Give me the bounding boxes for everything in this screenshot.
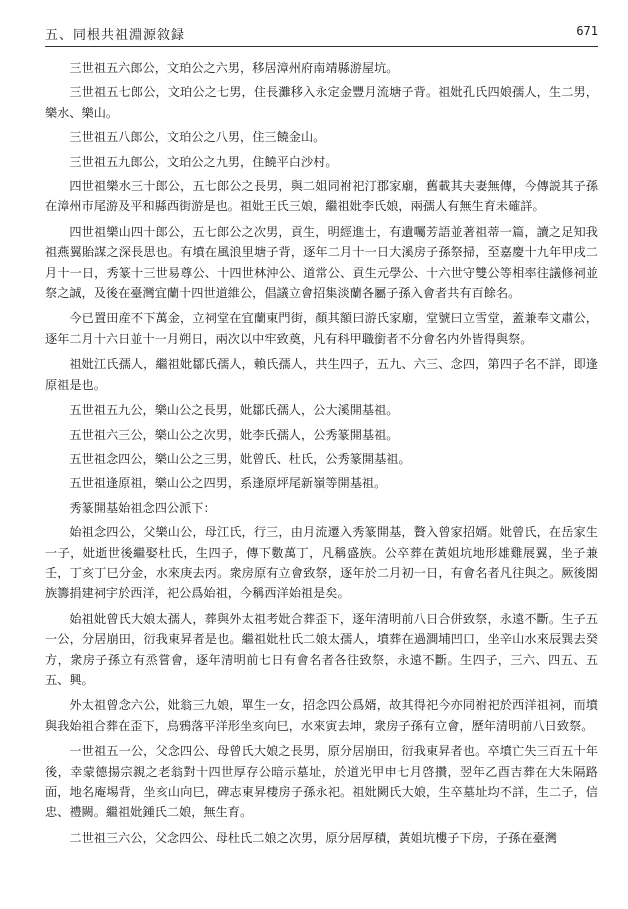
paragraph: 三世祖五六郎公，文珀公之六男，移居漳州府南靖縣游屋坑。	[69, 61, 399, 75]
paragraph: 二世祖三六公，父念四公、母杜氏二娘之次男，原分居厚積，黃姐坑樓子下房，子孫在臺灣	[69, 830, 557, 845]
paragraph: 外太祖曾念六公，妣翁三九娘，單生一女，招念四公爲婿，故其得祀今亦同祔祀於西洋祖祠，而墳與我始祖合葬在歪下，烏鴉落平洋形坐亥向巳，水來寅去坤，衆房子孫有立會，歷年清明前八日致祭。	[45, 698, 598, 733]
paragraph: 五世祖六三公，樂山公之次男，妣李氏孺人，公秀篆開基祖。	[69, 427, 399, 442]
page-number: 671	[576, 24, 598, 38]
paragraph: 三世祖五九郎公，文珀公之九男，住饒平白沙村。	[69, 154, 338, 169]
paragraph: 三世祖五八郎公，文珀公之八男，住三饒金山。	[69, 130, 326, 145]
paragraph: 五世祖念四公，樂山公之三男，妣曾氏、杜氏，公秀篆開基祖。	[69, 451, 411, 466]
paragraph: 四世祖樂水三十郎公，五七郎公之長男，與二姐同祔祀汀郡家廟，舊載其夫妻無傳，今傳説其子孫在漳州市尾游及平和縣西街游是也。祖妣王氏三娘，繼祖妣李氏娘，兩孺人有無生育未確詳。	[45, 179, 598, 214]
paragraph: 三世祖五七郎公，文珀公之七男，住長灘移入永定金豐月流塘子背。祖妣孔氏四娘孺人，生二男，樂水、樂山。	[45, 85, 598, 120]
paragraph: 一世祖五一公，父念四公、母曾氏大娘之長男，原分居崩田，衍我東昇者也。卒墳亡失三百五十年後，幸蒙德揚宗親之老翁對十四世厚存公暗示墓址，於道光甲申七月啓攢，翌年乙酉吉葬在大朱隔路面，地名庵埸背，坐亥山向巳，碑志東昇棲房子孫永祀。祖妣闕氏大娘，生卒墓址均不詳，生二子，信忠、禮闕。繼祖妣鍾氏二娘，無生育。	[45, 744, 598, 820]
paragraph: 五世祖逢原祖，樂山公之四男，系逢原坪尾新嶺等開基祖。	[69, 476, 387, 491]
paragraph: 秀篆開基始祖念四公派下：	[69, 500, 216, 515]
paragraph: 五世祖五九公，樂山公之長男，妣鄒氏孺人，公大溪開基祖。	[69, 403, 399, 418]
paragraph: 今已置田産不下萬金，立祠堂在宜蘭東門街，顏其額曰游氏家廟，堂號曰立雪堂，蓋兼奉文肅公，逐年二月十六日並十一月朔日，兩次以中牢致奠，凡有科甲職銜者不分會名内外皆得與祭。	[45, 311, 598, 346]
chapter-title: 五、同根共祖淵源敘録	[45, 28, 186, 43]
paragraph: 始祖念四公，父樂山公，母江氏，行三，由月流遷入秀篆開基，贅入曾家招婿。妣曾氏，在岳家生一子，妣逝世後繼娶杜氏，生四子，傳下數萬丁，凡稱盛族。公卒葬在黃姐坑地形雄雞展翼，坐子兼壬，丁亥丁巳分金，水來庚去丙。衆房原有立會致祭，逐年於二月初一日，有會名者凡往與之。厥後閤族籌捐建祠宇於西洋，祀公爲始祖，今稱西洋始祖是矣。	[45, 525, 598, 601]
page-header	[45, 22, 598, 46]
paragraph: 祖妣江氏孺人，繼祖妣鄒氏孺人，賴氏孺人，共生四子，五九、六三、念四，第四子名不詳，即逢原祖是也。	[45, 357, 598, 392]
header-rule	[45, 46, 598, 47]
paragraph: 四世祖樂山四十郎公，五七郎公之次男，貢生，明經進士，有遺囑芳語並著祖蒂一篇，讀之足知我祖燕翼貽謀之深長思也。有墳在風浪里塘子背，逐年二月十一日大溪房子孫祭掃，至嘉慶十九年甲戌二月十一日，秀篆十三世易尊公、十四世林沖公、道常公、貢生元學公、十六世守雙公等相率往議修祠並祭之誠，及後在臺灣宜蘭十四世道維公，倡議立會招集淡蘭各屬子孫入會者共有百餘名。	[45, 224, 598, 301]
paragraph: 始祖妣曾氏大娘太孺人，葬與外太祖考妣合葬歪下，逐年清明前八日合併致祭，永遠不斷。生子五一公，分居崩田，衍我東昇者是也。繼祖妣杜氏二娘太孺人，墳葬在過澗埔凹口，坐辛山水來辰巽去癸方，衆房子孫立有烝嘗會，逐年清明前七日有會名者各往致祭，永遠不斷。生四子，三六、四五、五五、興。	[45, 611, 598, 687]
body-text	[45, 58, 598, 907]
